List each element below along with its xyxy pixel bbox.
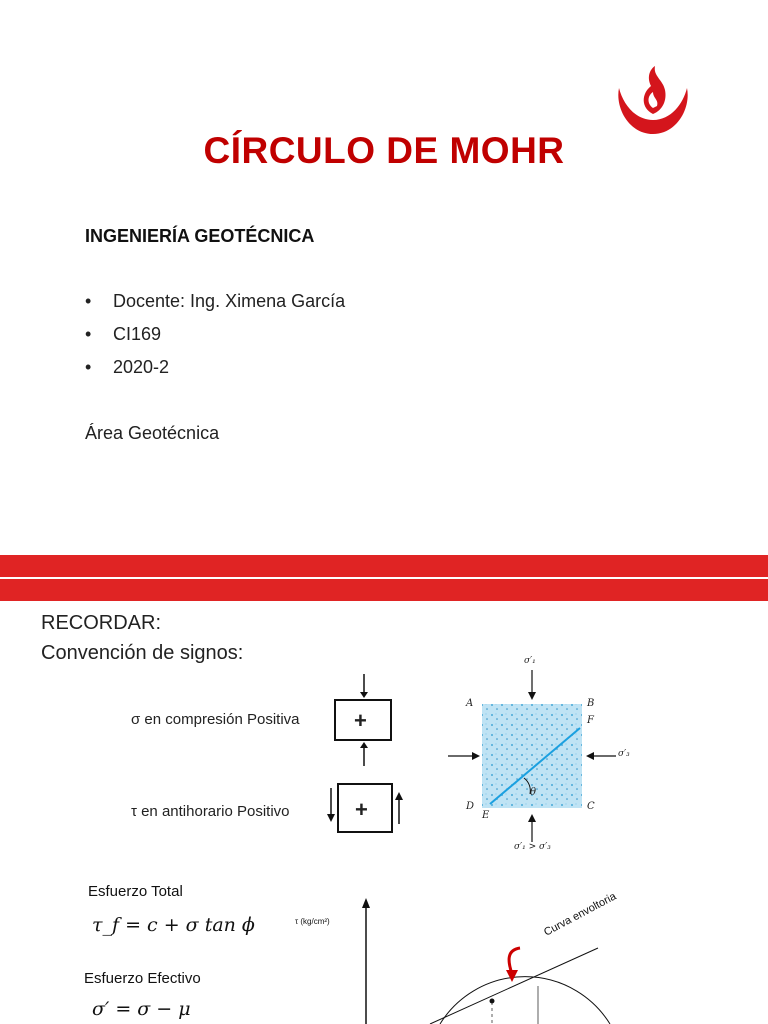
recordar-heading: RECORDAR:	[41, 612, 162, 634]
bullet-marker: •	[85, 324, 92, 344]
slide-divider-band-top	[0, 555, 768, 577]
bullet-course-code	[85, 324, 161, 345]
corner-a-label: A	[466, 698, 474, 709]
total-stress-equation: τ_f = c + σ tan ϕ	[92, 914, 255, 936]
esfuerzo-efectivo-label: Esfuerzo Efectivo	[84, 970, 201, 987]
bullet-text: 2020-2	[113, 357, 170, 377]
corner-b-label: B	[587, 698, 595, 709]
theta-label: θ	[530, 787, 537, 798]
sigma3-right-label: σ′₃	[618, 749, 630, 759]
corner-d-label: D	[466, 801, 475, 812]
mohr-envelope-sketch	[280, 890, 620, 1024]
bullet-text: CI169	[113, 324, 162, 344]
bullet-marker: •	[85, 291, 92, 311]
upc-flame-logo-icon	[613, 64, 693, 138]
tau-axis-label: τ (kg/cm²)	[295, 917, 330, 926]
slide-divider-band-bottom	[0, 579, 768, 601]
sigma1-top-label: σ′₁	[524, 656, 536, 666]
stress-condition-label: σ′₁ > σ′₃	[514, 842, 551, 852]
bullet-text: Docente: Ing. Ximena García	[113, 291, 346, 311]
curva-envoltoria-label: Curva envoltoria	[542, 890, 619, 939]
sign-convention-heading: Convención de signos:	[41, 642, 244, 664]
corner-c-label: C	[587, 801, 595, 812]
bullet-docente	[85, 291, 345, 312]
point-f-label: F	[587, 715, 594, 726]
esfuerzo-total-label: Esfuerzo Total	[88, 883, 183, 900]
plus-sign-compression: +	[354, 708, 367, 733]
area-label: Área Geotécnica	[85, 423, 220, 443]
tau-convention-label: τ en antihorario Positivo	[131, 803, 290, 820]
sigma-convention-label: σ en compresión Positiva	[131, 711, 300, 728]
plus-sign-shear: +	[355, 797, 368, 822]
stress-element-figure	[440, 652, 640, 862]
effective-stress-equation: σ′ = σ − μ	[92, 998, 191, 1020]
bullet-term	[85, 357, 169, 378]
point-e-label: E	[482, 810, 490, 821]
slide-title: CÍRCULO DE MOHR	[203, 130, 565, 171]
course-subtitle: INGENIERÍA GEOTÉCNICA	[85, 226, 315, 246]
bullet-marker: •	[85, 357, 92, 377]
